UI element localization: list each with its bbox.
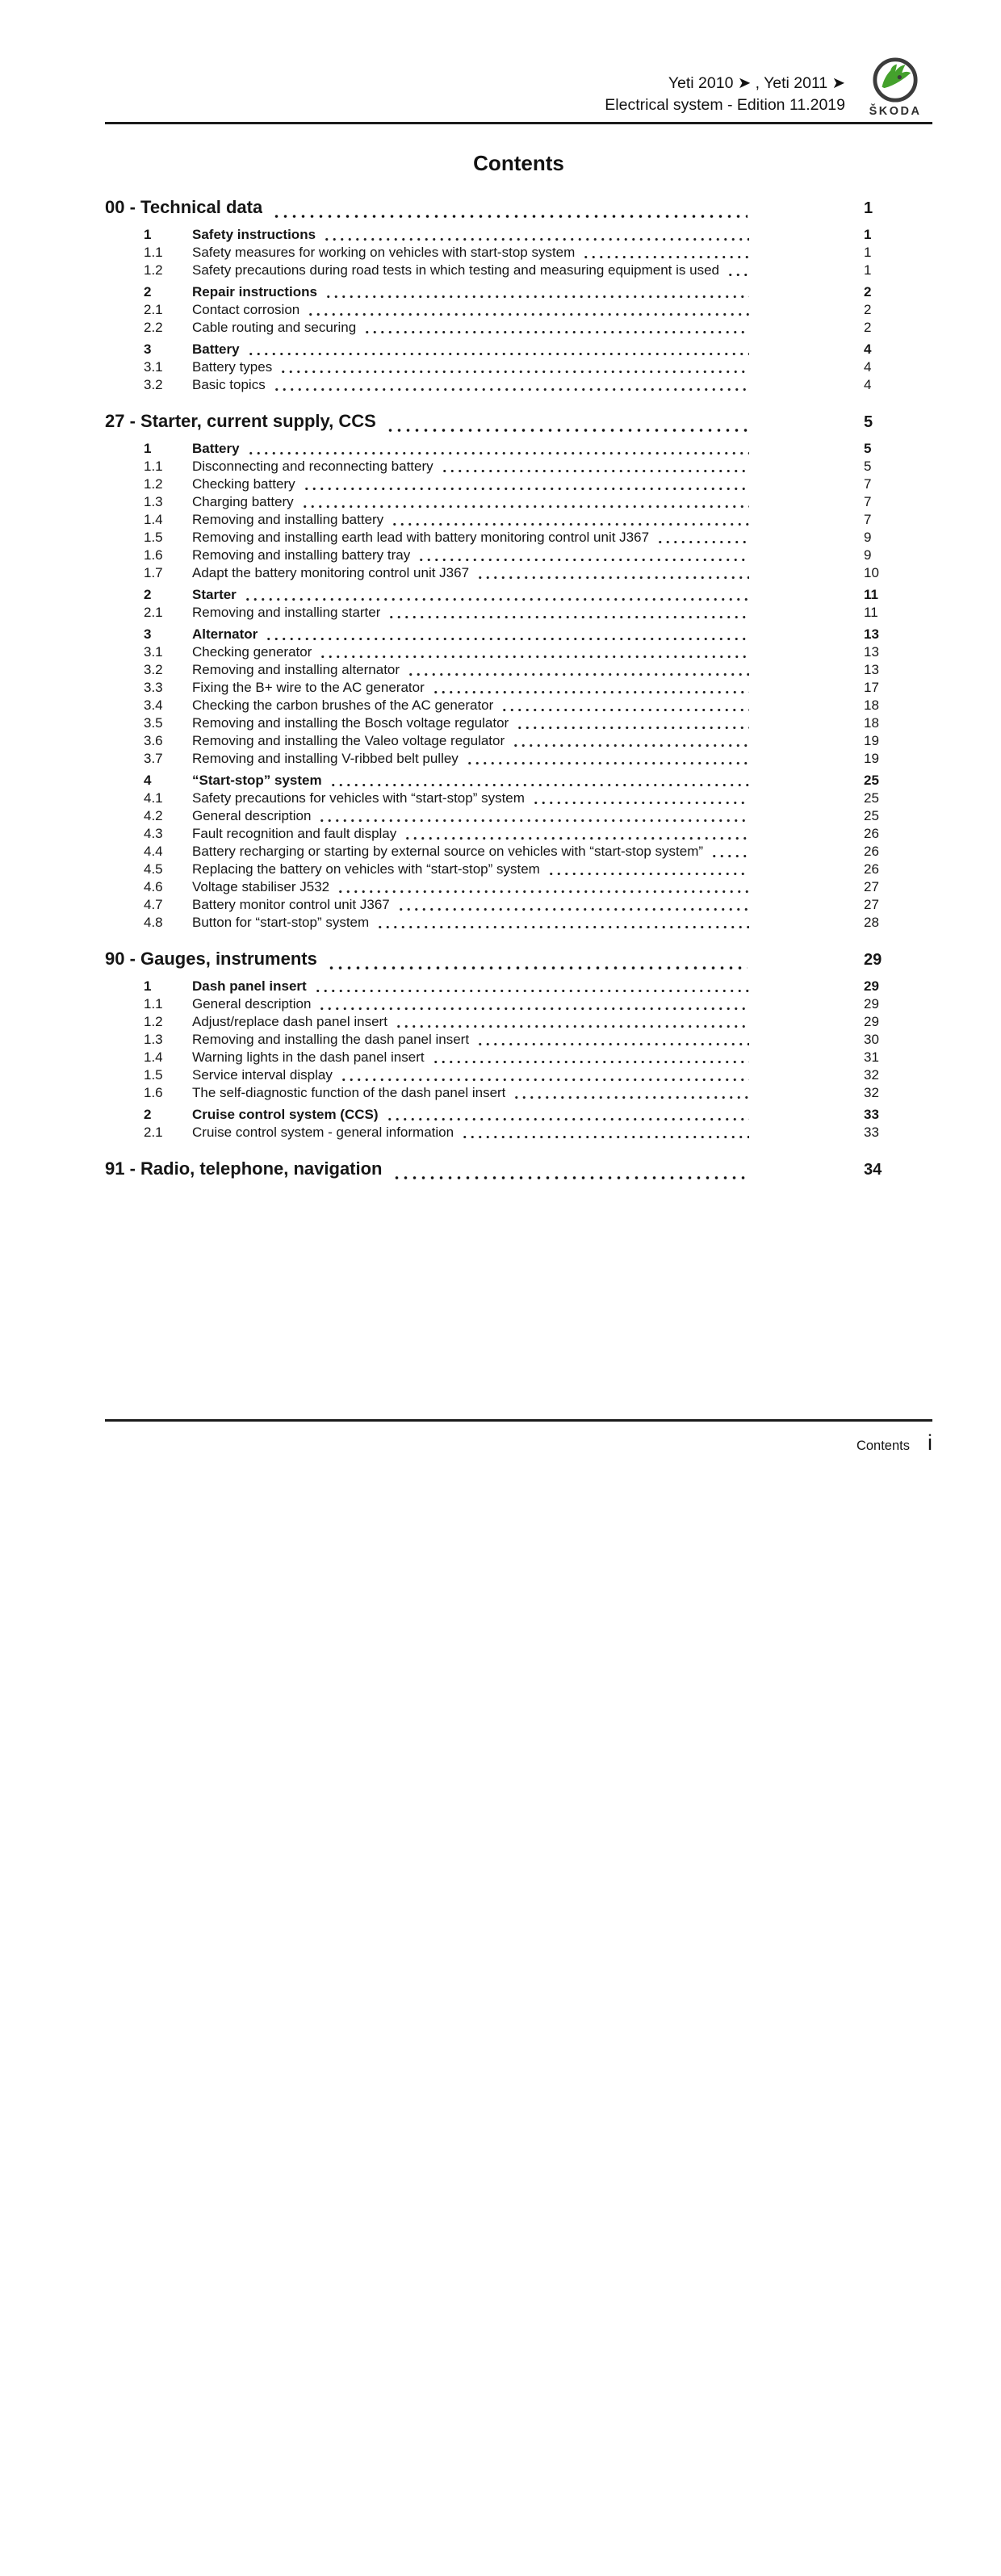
toc-entry-title: Fixing the B+ wire to the AC generator [192,680,425,695]
toc-entry-title: Button for “start-stop” system [192,915,370,930]
toc-entry-number: 1.1 [144,459,163,474]
toc-subsection-row [105,565,932,583]
toc-subsection-row [105,644,932,662]
toc-page-number: 29 [864,1014,879,1029]
toc-entry-title: Removing and installing the Valeo voltage regulator [192,733,505,748]
toc-chapter-label: 90 - Gauges, instruments [105,949,317,969]
toc-entry-title: Cruise control system (CCS) [192,1107,379,1122]
toc-entry-title: Removing and installing V-ribbed belt pulley [192,751,459,766]
toc-entry-number: 1.2 [144,1014,163,1029]
dot-leader [404,826,749,844]
toc-entry-number: 1.1 [144,996,163,1012]
toc-section-row [105,626,932,644]
toc-subsection-row [105,1032,932,1049]
dot-leader [417,547,749,565]
toc-entry-number: 1 [144,978,152,994]
toc-entry-number: 2.1 [144,302,163,317]
toc-page-number: 2 [864,284,872,299]
toc-chapter-label: 00 - Technical data [105,197,263,217]
toc-chapter-label: 91 - Radio, telephone, navigation [105,1158,383,1179]
footer-page-number: i [928,1430,932,1455]
toc-page-number: 31 [864,1049,879,1065]
dot-leader [532,790,749,808]
header-divider [105,122,932,124]
toc-entry-number: 1.3 [144,494,163,509]
dot-leader [392,1158,748,1184]
header-model-line: Yeti 2010 ➤ , Yeti 2011 ➤ [668,74,845,92]
toc-page-number: 25 [864,773,879,788]
toc-subsection-row [105,662,932,680]
toc-page-number: 2 [864,320,872,335]
toc-entry-number: 3.5 [144,715,163,731]
toc-page-number: 1 [864,199,873,217]
toc-page-number: 11 [864,587,878,602]
toc-entry-number: 3.4 [144,697,163,713]
toc-entry-number: 2.2 [144,320,163,335]
toc-entry-number: 3.1 [144,359,163,375]
dot-leader [301,494,749,512]
dot-leader [395,1014,749,1032]
toc-page-number: 29 [864,996,879,1012]
toc-entry-title: “Start-stop” system [192,773,322,788]
toc-entry-number: 3 [144,341,152,357]
toc-section-row [105,341,932,359]
toc-subsection-row [105,1049,932,1067]
toc-subsection-row [105,459,932,476]
toc-subsection-row [105,879,932,897]
skoda-wordmark: ŠKODA [869,105,922,118]
toc-page-number: 4 [864,341,872,357]
toc-page-number: 1 [864,262,872,278]
toc-entry-title: Warning lights in the dash panel insert [192,1049,425,1065]
toc-entry-title: The self-diagnostic function of the dash panel insert [192,1085,506,1100]
toc-section-row [105,773,932,790]
toc-entry-number: 4.8 [144,915,163,930]
toc-entry-title: Cruise control system - general information [192,1125,454,1140]
dot-leader [476,565,749,583]
dot-leader [710,844,749,861]
toc-subsection-row [105,320,932,337]
toc-entry-number: 3.1 [144,644,163,660]
toc-page-number: 30 [864,1032,879,1047]
toc-page-number: 18 [864,697,879,713]
toc-chapter-label: 27 - Starter, current supply, CCS [105,411,376,431]
toc-entry-title: Removing and installing the dash panel insert [192,1032,470,1047]
toc-page-number: 11 [864,605,878,620]
toc-subsection-row [105,1014,932,1032]
toc-entry-title: Disconnecting and reconnecting battery [192,459,433,474]
toc-subsection-row [105,1085,932,1103]
toc-subsection-row [105,790,932,808]
dot-leader [547,861,749,879]
dot-leader [363,320,749,337]
toc-entry-number: 3.6 [144,733,163,748]
toc-entry-number: 1.3 [144,1032,163,1047]
skoda-logo [858,57,932,118]
footer-section-label: Contents [856,1439,910,1453]
toc-chapter-row [105,411,932,437]
toc-entry-number: 4.1 [144,790,163,806]
dot-leader [314,978,749,996]
dot-leader [323,227,749,245]
toc-entry-title: Fault recognition and fault display [192,826,397,841]
dot-leader [656,530,749,547]
toc-entry-number: 1.2 [144,476,163,492]
toc-page-number: 10 [864,565,879,580]
toc-entry-title: Removing and installing battery tray [192,547,411,563]
toc-entry-title: Removing and installing alternator [192,662,400,677]
toc-entry-number: 2.1 [144,1125,163,1140]
toc-subsection-row [105,733,932,751]
toc-subsection-row [105,377,932,395]
toc-entry-number: 3.2 [144,662,163,677]
toc-entry-number: 3.7 [144,751,163,766]
dot-leader [432,1049,749,1067]
toc-subsection-row [105,1125,932,1142]
toc-entry-number: 1.4 [144,1049,163,1065]
toc-entry-title: Removing and installing the Bosch voltage regulator [192,715,509,731]
toc-page-number: 26 [864,844,879,859]
toc-subsection-row [105,826,932,844]
toc-entry-title: General description [192,808,312,823]
toc-entry-title: Battery monitor control unit J367 [192,897,390,912]
toc-entry-title: Alternator [192,626,258,642]
page-header [105,57,932,118]
toc-entry-number: 4 [144,773,152,788]
toc-page-number: 26 [864,861,879,877]
dot-leader [441,459,749,476]
toc-page-number: 25 [864,808,879,823]
toc-entry-number: 4.7 [144,897,163,912]
toc-entry-title: Battery [192,341,240,357]
toc-section-row [105,978,932,996]
dot-leader [391,512,749,530]
toc-page-number: 17 [864,680,879,695]
toc-subsection-row [105,262,932,280]
page-footer [105,1419,932,1456]
dot-leader [272,197,748,223]
footer-divider [105,1419,932,1422]
toc-entry-title: Removing and installing earth lead with battery monitoring control unit J367 [192,530,650,545]
header-text [605,73,845,118]
toc-entry-title: Checking the carbon brushes of the AC generator [192,697,494,713]
toc-page-number: 33 [864,1125,879,1140]
dot-leader [386,411,748,437]
toc-section-row [105,284,932,302]
dot-leader [466,751,749,769]
toc-page-number: 7 [864,494,872,509]
toc-page-number: 1 [864,245,872,260]
toc-entry-number: 4.2 [144,808,163,823]
toc-section-row [105,441,932,459]
toc-entry-number: 1 [144,227,152,242]
toc-entry-number: 3 [144,626,152,642]
toc-subsection-row [105,697,932,715]
toc-subsection-row [105,915,932,932]
toc-entry-number: 2 [144,1107,152,1122]
toc-page-number: 5 [864,413,873,431]
dot-leader [376,915,749,932]
toc-page-number: 33 [864,1107,879,1122]
toc-entry-number: 1.6 [144,1085,163,1100]
toc-entry-title: Adapt the battery monitoring control unit J367 [192,565,470,580]
toc-page-number: 29 [864,951,882,969]
dot-leader [513,1085,749,1103]
dot-leader [327,949,748,974]
dot-leader [247,341,749,359]
toc-entry-title: Charging battery [192,494,294,509]
manual-contents-page [0,57,1001,1472]
toc-subsection-row [105,715,932,733]
toc-page-number: 26 [864,826,879,841]
toc-entry-title: Adjust/replace dash panel insert [192,1014,387,1029]
toc-entry-title: Checking battery [192,476,295,492]
dot-leader [303,476,749,494]
dot-leader [476,1032,749,1049]
toc-entry-number: 4.5 [144,861,163,877]
toc-page-number: 2 [864,302,872,317]
toc-entry-number: 4.6 [144,879,163,894]
toc-page-number: 13 [864,644,879,660]
toc-entry-title: Voltage stabiliser J532 [192,879,330,894]
dot-leader [307,302,749,320]
toc-subsection-row [105,245,932,262]
toc-entry-title: Replacing the battery on vehicles with “start-stop” system [192,861,540,877]
toc-section-row [105,1107,932,1125]
toc-subsection-row [105,605,932,622]
toc-entry-title: Service interval display [192,1067,333,1083]
toc-entry-number: 1.5 [144,1067,163,1083]
toc-subsection-row [105,897,932,915]
skoda-winged-arrow-icon [872,57,919,103]
toc-entry-number: 4.4 [144,844,163,859]
toc-entry-title: Dash panel insert [192,978,307,994]
toc-entry-title: Repair instructions [192,284,317,299]
toc-entry-title: Removing and installing starter [192,605,381,620]
toc-entry-number: 1.6 [144,547,163,563]
toc-chapter-row [105,1158,932,1184]
dot-leader [516,715,749,733]
toc-section-row [105,227,932,245]
toc-entry-number: 3.2 [144,377,163,392]
toc-entry-title: Battery [192,441,240,456]
dot-leader [319,644,749,662]
dot-leader [318,808,749,826]
toc-page-number: 29 [864,978,879,994]
toc-entry-number: 2 [144,284,152,299]
toc-page-number: 19 [864,733,879,748]
page-title: Contents [473,151,564,175]
dot-leader [337,879,749,897]
dot-leader [279,359,749,377]
toc-subsection-row [105,844,932,861]
toc-subsection-row [105,476,932,494]
toc-entry-number: 4.3 [144,826,163,841]
toc-chapter-row [105,197,932,223]
toc-page-number: 32 [864,1067,879,1083]
toc-entry-number: 1.1 [144,245,163,260]
toc-subsection-row [105,359,932,377]
toc-page-number: 13 [864,662,879,677]
toc-entry-title: Safety measures for working on vehicles with start-stop system [192,245,576,260]
toc-chapter-row [105,949,932,974]
toc-page-number: 27 [864,897,879,912]
toc-entry-number: 1 [144,441,152,456]
toc-entry-number: 2.1 [144,605,163,620]
toc-entry-title: Removing and installing battery [192,512,384,527]
toc-page-number: 9 [864,547,872,563]
toc-page-number: 34 [864,1161,882,1179]
toc-entry-title: General description [192,996,312,1012]
toc-subsection-row [105,996,932,1014]
toc-page-number: 7 [864,512,872,527]
toc-subsection-row [105,512,932,530]
toc-page-number: 27 [864,879,879,894]
header-edition-line: Electrical system - Edition 11.2019 [605,96,845,114]
toc-page-number: 19 [864,751,879,766]
toc-page-number: 1 [864,227,872,242]
toc-entry-title: Safety instructions [192,227,316,242]
toc-page-number: 25 [864,790,879,806]
toc-entry-title: Battery types [192,359,273,375]
toc-entry-title: Starter [192,587,237,602]
toc-subsection-row [105,751,932,769]
toc-entry-title: Checking generator [192,644,312,660]
toc-entry-title: Safety precautions during road tests in which testing and measuring equipment is used [192,262,719,278]
toc-page-number: 28 [864,915,879,930]
toc-page-number: 13 [864,626,879,642]
toc-entry-title: Basic topics [192,377,266,392]
dot-leader [512,733,749,751]
toc-subsection-row [105,861,932,879]
dot-leader [500,697,749,715]
toc-page-number: 7 [864,476,872,492]
dot-leader [432,680,749,697]
toc-page-number: 4 [864,377,872,392]
toc-subsection-row [105,1067,932,1085]
toc-subsection-row [105,547,932,565]
toc-entry-number: 1.5 [144,530,163,545]
dot-leader [329,773,749,790]
toc-section-row [105,587,932,605]
toc-subsection-row [105,530,932,547]
dot-leader [582,245,749,262]
dot-leader [340,1067,749,1085]
dot-leader [386,1107,750,1125]
toc-entry-title: Battery recharging or starting by external source on vehicles with “start-stop system” [192,844,704,859]
toc-entry-number: 3.3 [144,680,163,695]
dot-leader [325,284,749,302]
toc-subsection-row [105,680,932,697]
toc-subsection-row [105,302,932,320]
toc-entry-number: 1.4 [144,512,163,527]
dot-leader [265,626,749,644]
toc-subsection-row [105,808,932,826]
toc-entry-title: Contact corrosion [192,302,300,317]
toc-entry-title: Safety precautions for vehicles with “start-stop” system [192,790,525,806]
table-of-contents [105,197,932,1184]
dot-leader [244,587,749,605]
toc-entry-number: 1.2 [144,262,163,278]
toc-page-number: 32 [864,1085,879,1100]
toc-page-number: 4 [864,359,872,375]
dot-leader [318,996,749,1014]
dot-leader [727,262,749,280]
dot-leader [247,441,749,459]
toc-page-number: 5 [864,441,872,456]
toc-entry-title: Cable routing and securing [192,320,357,335]
dot-leader [397,897,749,915]
toc-page-number: 18 [864,715,879,731]
toc-page-number: 9 [864,530,872,545]
dot-leader [407,662,749,680]
dot-leader [461,1125,749,1142]
toc-entry-number: 1.7 [144,565,163,580]
dot-leader [387,605,749,622]
toc-entry-number: 2 [144,587,152,602]
dot-leader [273,377,749,395]
toc-page-number: 5 [864,459,872,474]
toc-subsection-row [105,494,932,512]
